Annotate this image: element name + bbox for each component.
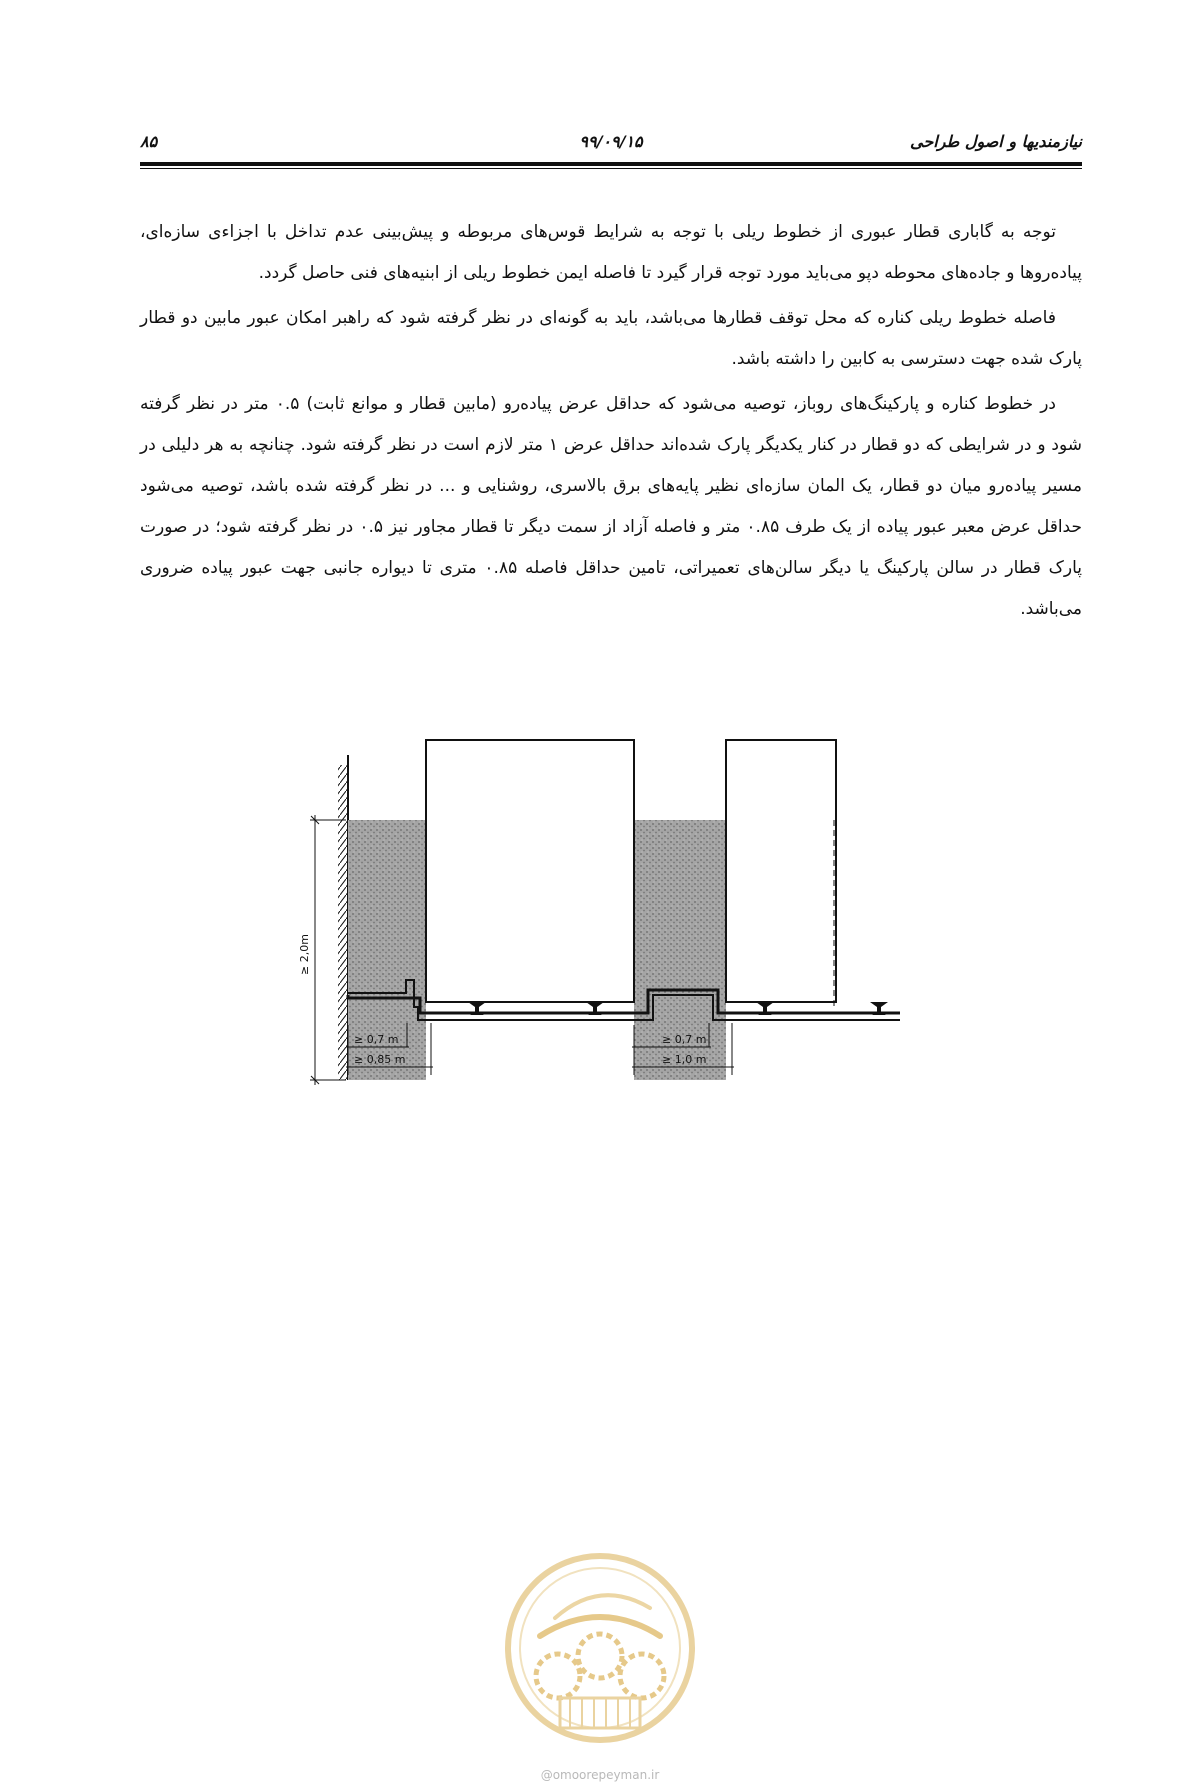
- paragraph-1: توجه به گاباری قطار عبوری از خطوط ریلی با توجه به شرایط قوس‌های مربوطه و پیش‌بینی عدم تداخل با اجزاءی سازه‌ای، پیاده‌روها و جاده‌های محوطه دپو می‌باید مورد توجه قرار گیرد تا فاصله ایمن خطوط ریلی از ابنیه‌های فنی حاصل گردد.: [140, 222, 1082, 283]
- height-label: ≥ 2,0m: [298, 934, 311, 975]
- header-title: نیازمندیها و اصول طراحی: [910, 132, 1082, 151]
- train-left: [426, 740, 634, 1002]
- header-rule-thin: [140, 168, 1082, 169]
- paragraph-2: فاصله خطوط ریلی کناره که محل توقف قطارها می‌باشد، باید به گونه‌ای در نظر گرفته شود که راهبر امکان عبور مابین دو قطار پارک شده جهت دسترسی به کابین را داشته باشد.: [140, 308, 1082, 369]
- right-dim-1: ≥ 0,7 m: [662, 1033, 707, 1046]
- left-dim-1: ≥ 0,7 m: [354, 1033, 399, 1046]
- watermark-url: @omoorepeyman.ir: [540, 1768, 660, 1782]
- header-rule-thick: [140, 162, 1082, 166]
- train-right: [726, 740, 836, 1002]
- watermark-logo: [500, 1548, 700, 1748]
- header-date: ۹۹/۰۹/۱۵: [579, 132, 643, 151]
- train-clearance-figure: [298, 775, 910, 1155]
- right-dim-2: ≥ 1,0 m: [662, 1053, 707, 1066]
- wall: [338, 755, 348, 1080]
- left-dim-2: ≥ 0,85 m: [354, 1053, 406, 1066]
- page-number: ۸۵: [140, 132, 158, 151]
- page-header: [140, 128, 1082, 158]
- paragraph-3: در خطوط کناره و پارکینگ‌های روباز، توصیه می‌شود که حداقل عرض پیاده‌رو (مابین قطار و موانع ثابت) ۰.۵ متر در نظر گرفته شود و در شرایطی که دو قطار در کنار یکدیگر پارک شده‌اند حداقل عرض ۱ متر لازم است در نظر گرفته شود. چنانچه به هر دلیلی در مسیر پیاده‌رو میان دو قطار، یک المان سازه‌ای نظیر پایه‌های برق بالاسری، روشنایی و ... در نظر گرفته شده باشد، توصیه می‌شود حداقل عرض معبر عبور پیاده از یک طرف ۰.۸۵ متر و فاصله آزاد از سمت دیگر تا قطار مجاور نیز ۰.۵ در نظر گرفته شود؛ در صورت پارک قطار در سالن پارکینگ یا دیگر سالن‌های تعمیراتی، تامین حداقل فاصله ۰.۸۵ متری تا دیواره جانبی جهت عبور پیاده ضروری می‌باشد.: [140, 394, 1082, 619]
- watermark: [500, 1548, 700, 1782]
- body-text: [140, 212, 1082, 634]
